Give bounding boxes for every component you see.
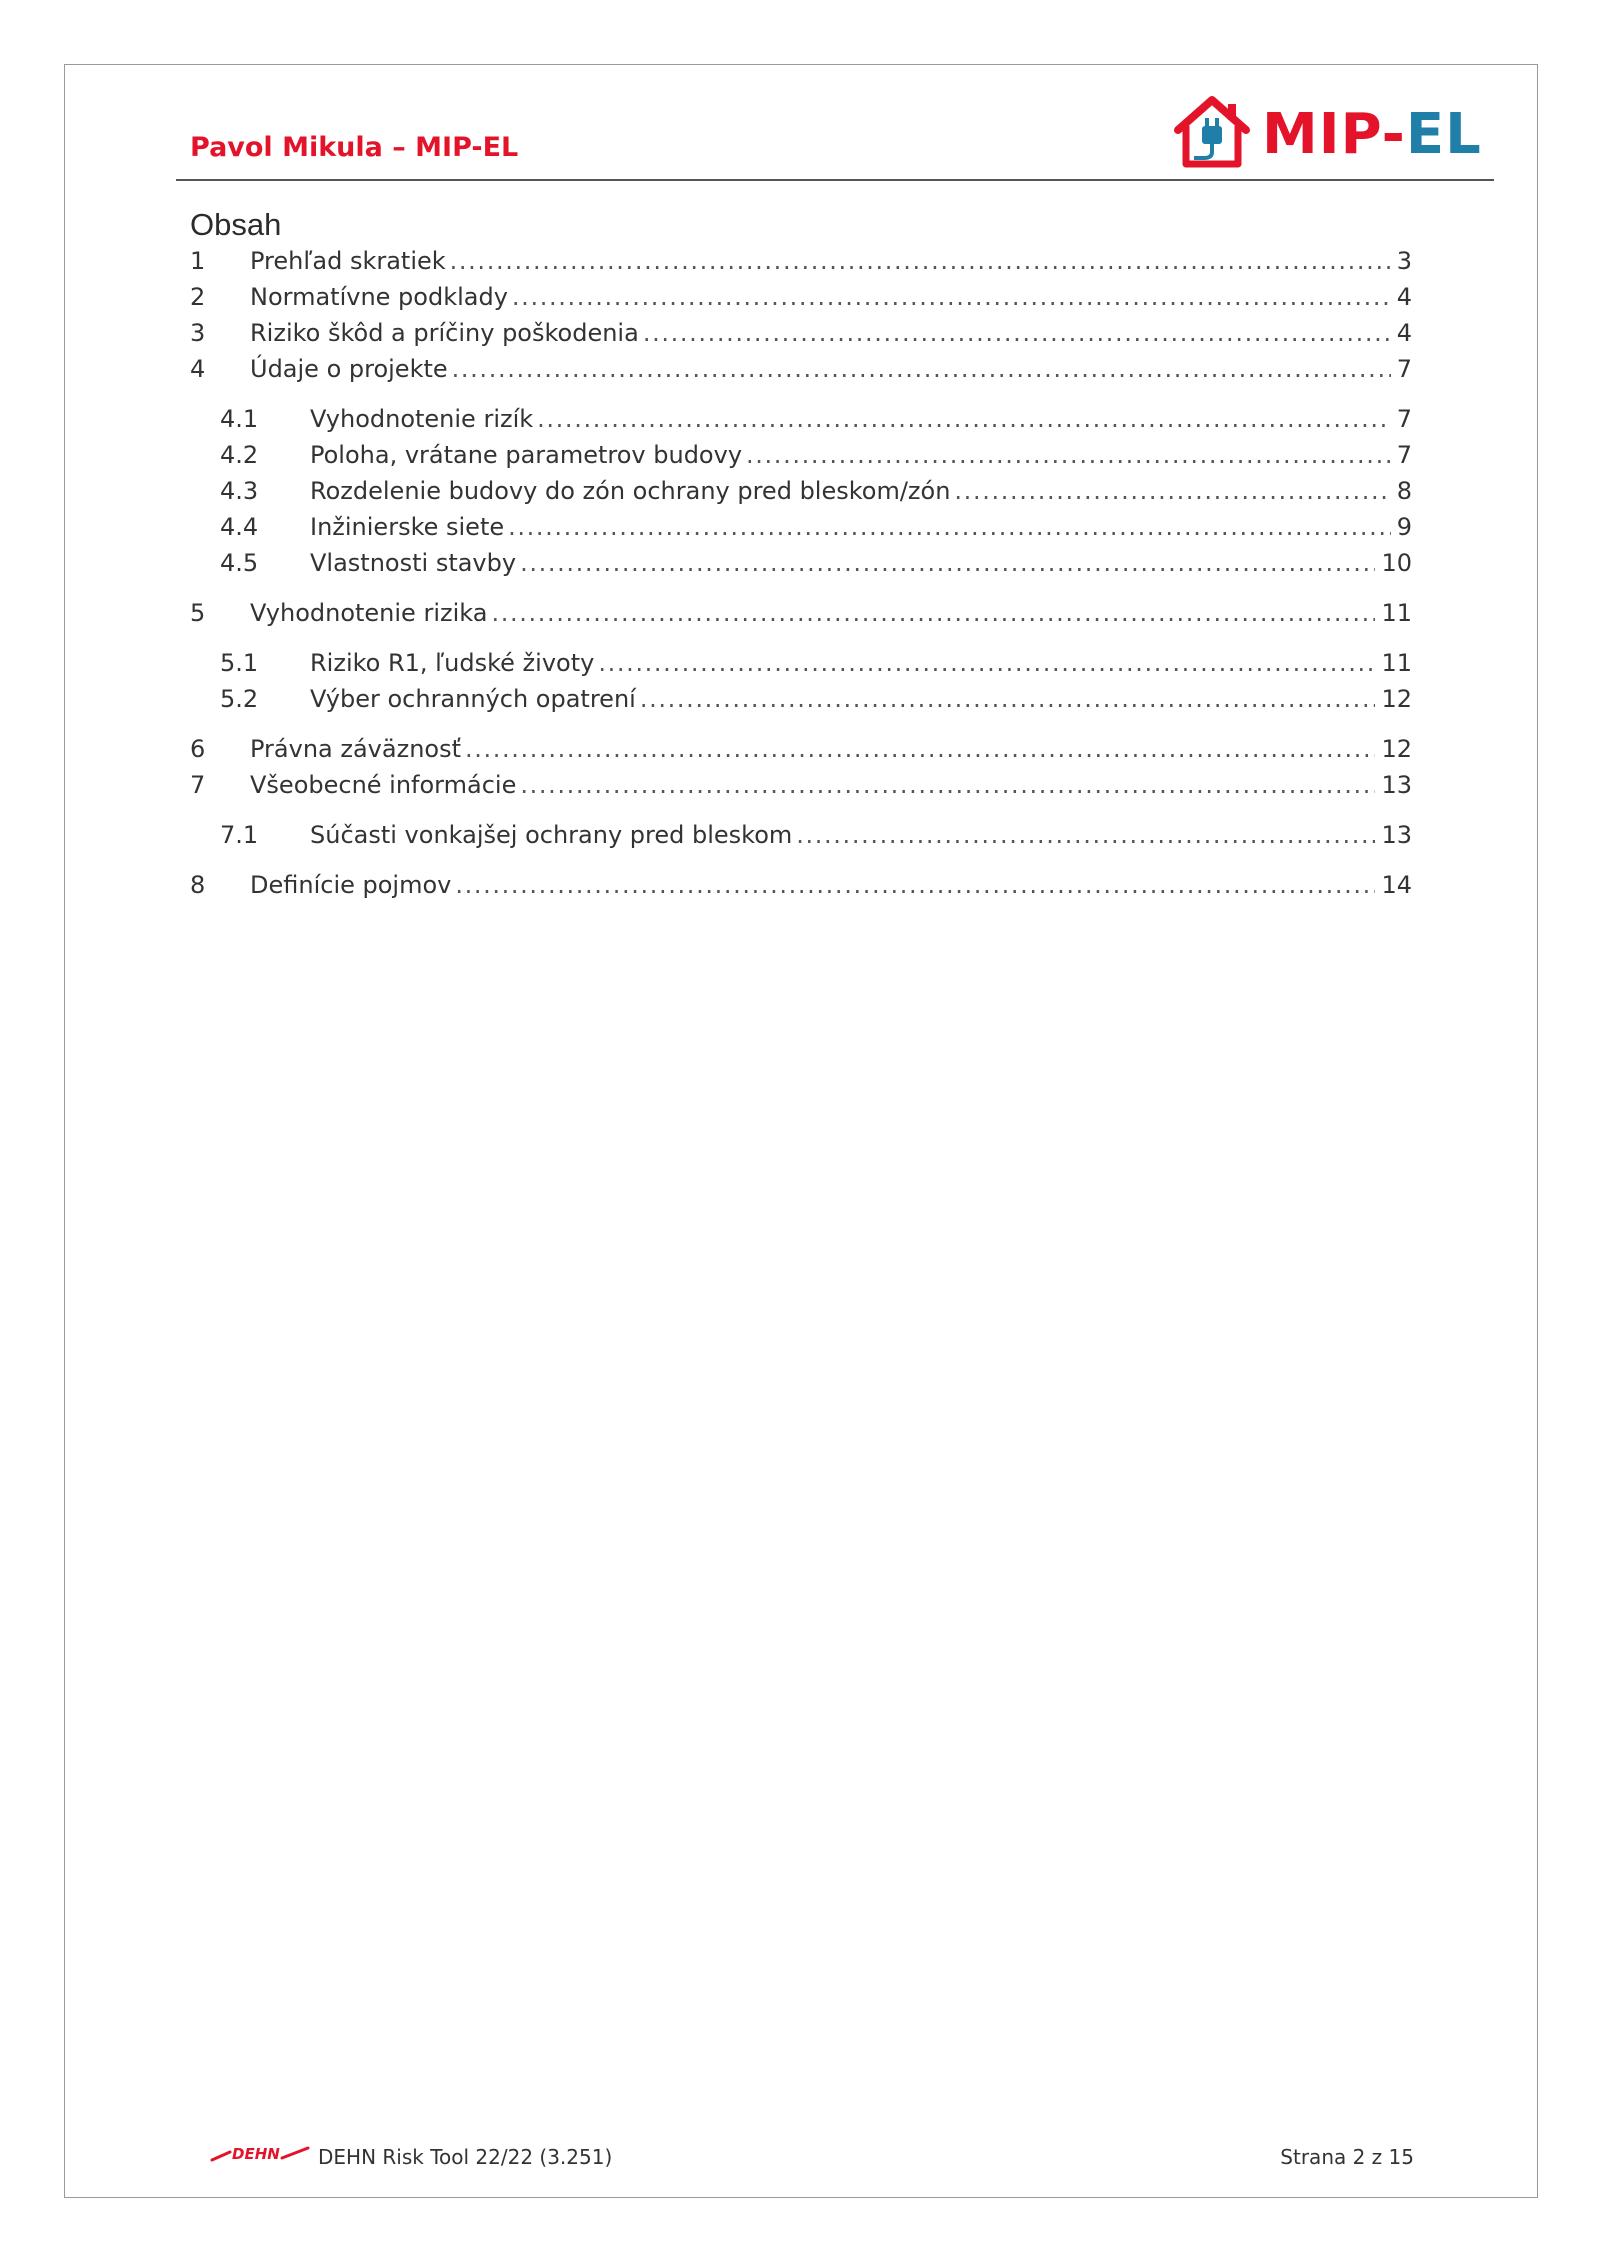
toc-entry-page: 7	[1396, 441, 1412, 469]
toc-entry-page: 13	[1381, 821, 1412, 849]
toc-entry-label: Riziko R1, ľudské životy	[310, 649, 595, 677]
toc-entry-number: 4.3	[220, 477, 259, 505]
toc-dot-leader	[512, 283, 1391, 311]
toc-entry-label: Súčasti vonkajšej ochrany pred bleskom	[310, 821, 793, 849]
toc-entry[interactable]	[190, 595, 1412, 631]
toc-entry-line	[310, 477, 1412, 505]
toc-entry-page: 7	[1396, 355, 1412, 383]
toc-entry-line	[250, 283, 1412, 311]
toc-entry-page: 12	[1381, 685, 1412, 713]
toc-entry-line	[310, 513, 1412, 541]
toc-entry-page: 4	[1396, 283, 1412, 311]
toc-entry-number: 8	[190, 871, 206, 899]
toc-entry-label: Všeobecné informácie	[250, 771, 517, 799]
toc-dot-leader	[520, 549, 1375, 577]
toc-entry-page: 11	[1381, 649, 1412, 677]
dehn-logo-text: DEHN	[232, 2145, 280, 2163]
toc-entry-line	[310, 549, 1412, 577]
toc-entry-number: 1	[190, 247, 206, 275]
toc-entry-line	[250, 247, 1412, 275]
logo-text-mip: MIP-	[1262, 102, 1406, 167]
toc-title: Obsah	[190, 207, 282, 242]
toc-entry-label: Prehľad skratiek	[250, 247, 446, 275]
dehn-logo	[210, 2140, 310, 2166]
toc-entry-label: Inžinierske siete	[310, 513, 505, 541]
toc-entry-number: 5.1	[220, 649, 259, 677]
header-author: Pavol Mikula – MIP-EL	[190, 132, 519, 163]
toc-dot-leader	[520, 771, 1375, 799]
toc-dot-leader	[450, 247, 1391, 275]
toc-entry-line	[310, 405, 1412, 433]
toc-entry-number: 4.4	[220, 513, 259, 541]
toc-dot-leader	[491, 599, 1375, 627]
toc-entry[interactable]	[190, 509, 1412, 545]
toc-entry-label: Údaje o projekte	[250, 355, 448, 383]
toc-entry-number: 5	[190, 599, 206, 627]
toc-entry-line	[250, 771, 1412, 799]
footer-tool-name: DEHN Risk Tool 22/22 (3.251)	[318, 2145, 613, 2169]
toc-entry-number: 3	[190, 319, 206, 347]
toc-entry-label: Právna záväznosť	[250, 735, 461, 763]
toc-entry[interactable]	[190, 767, 1412, 803]
toc-dot-leader	[643, 319, 1391, 347]
toc-entry-page: 11	[1381, 599, 1412, 627]
toc-entry-label: Rozdelenie budovy do zón ochrany pred bleskom/zón	[310, 477, 951, 505]
toc-dot-leader	[508, 513, 1391, 541]
toc-entry-label: Vyhodnotenie rizika	[250, 599, 488, 627]
toc-dot-leader	[537, 405, 1391, 433]
toc-entry-line	[250, 871, 1412, 899]
toc-entry-label: Definície pojmov	[250, 871, 452, 899]
toc-entry[interactable]	[190, 315, 1412, 351]
toc-entry-page: 14	[1381, 871, 1412, 899]
toc-dot-leader	[598, 649, 1375, 677]
toc-dot-leader	[796, 821, 1375, 849]
toc-entry-label: Vyhodnotenie rizík	[310, 405, 534, 433]
toc-entry-number: 6	[190, 735, 206, 763]
toc-entry-page: 9	[1396, 513, 1412, 541]
toc-entry[interactable]	[190, 351, 1412, 387]
toc-entry-label: Vlastnosti stavby	[310, 549, 517, 577]
toc-entry-label: Riziko škôd a príčiny poškodenia	[250, 319, 639, 347]
toc-entry[interactable]	[190, 817, 1412, 853]
toc-entry-page: 13	[1381, 771, 1412, 799]
toc-dot-leader	[640, 685, 1376, 713]
toc-entry-page: 12	[1381, 735, 1412, 763]
toc-entry-line	[310, 685, 1412, 713]
company-logo	[1170, 94, 1480, 170]
toc-entry-line	[250, 599, 1412, 627]
toc-entry[interactable]	[190, 681, 1412, 717]
toc-entry-line	[250, 319, 1412, 347]
toc-entry-line	[310, 441, 1412, 469]
toc-entry-number: 4	[190, 355, 206, 383]
toc-dot-leader	[452, 355, 1391, 383]
toc-entry-line	[310, 649, 1412, 677]
house-plug-icon	[1170, 94, 1254, 170]
header-divider	[176, 179, 1494, 181]
toc-entry-label: Poloha, vrátane parametrov budovy	[310, 441, 743, 469]
toc-entry[interactable]	[190, 279, 1412, 315]
toc-entry-number: 4.1	[220, 405, 259, 433]
toc-entry-number: 7	[190, 771, 206, 799]
footer-page-number: Strana 2 z 15	[1280, 2145, 1414, 2169]
toc-entry-page: 7	[1396, 405, 1412, 433]
toc-dot-leader	[465, 735, 1375, 763]
logo-text-el: EL	[1405, 102, 1482, 167]
toc-entry-number: 7.1	[220, 821, 259, 849]
toc-entry-line	[310, 821, 1412, 849]
toc-entry-line	[250, 355, 1412, 383]
toc-entry[interactable]	[190, 867, 1412, 903]
logo-text	[1262, 102, 1482, 167]
toc-entry[interactable]	[190, 243, 1412, 279]
toc-entry-number: 2	[190, 283, 206, 311]
toc-entry-label: Normatívne podklady	[250, 283, 508, 311]
toc-entry[interactable]	[190, 437, 1412, 473]
toc-dot-leader	[954, 477, 1390, 505]
toc-entry-page: 3	[1396, 247, 1412, 275]
toc-entry[interactable]	[190, 473, 1412, 509]
toc-dot-leader	[455, 871, 1375, 899]
toc-entry[interactable]	[190, 645, 1412, 681]
toc-entry-page: 4	[1396, 319, 1412, 347]
toc-entry-line	[250, 735, 1412, 763]
toc-entry[interactable]	[190, 731, 1412, 767]
toc-entry[interactable]	[190, 545, 1412, 581]
toc-dot-leader	[746, 441, 1391, 469]
toc-entry-number: 4.2	[220, 441, 259, 469]
table-of-contents	[190, 243, 1412, 903]
toc-entry-page: 8	[1396, 477, 1412, 505]
toc-entry-number: 4.5	[220, 549, 259, 577]
toc-entry-label: Výber ochranných opatrení	[310, 685, 636, 713]
toc-entry-number: 5.2	[220, 685, 259, 713]
toc-entry-page: 10	[1381, 549, 1412, 577]
toc-entry[interactable]	[190, 401, 1412, 437]
